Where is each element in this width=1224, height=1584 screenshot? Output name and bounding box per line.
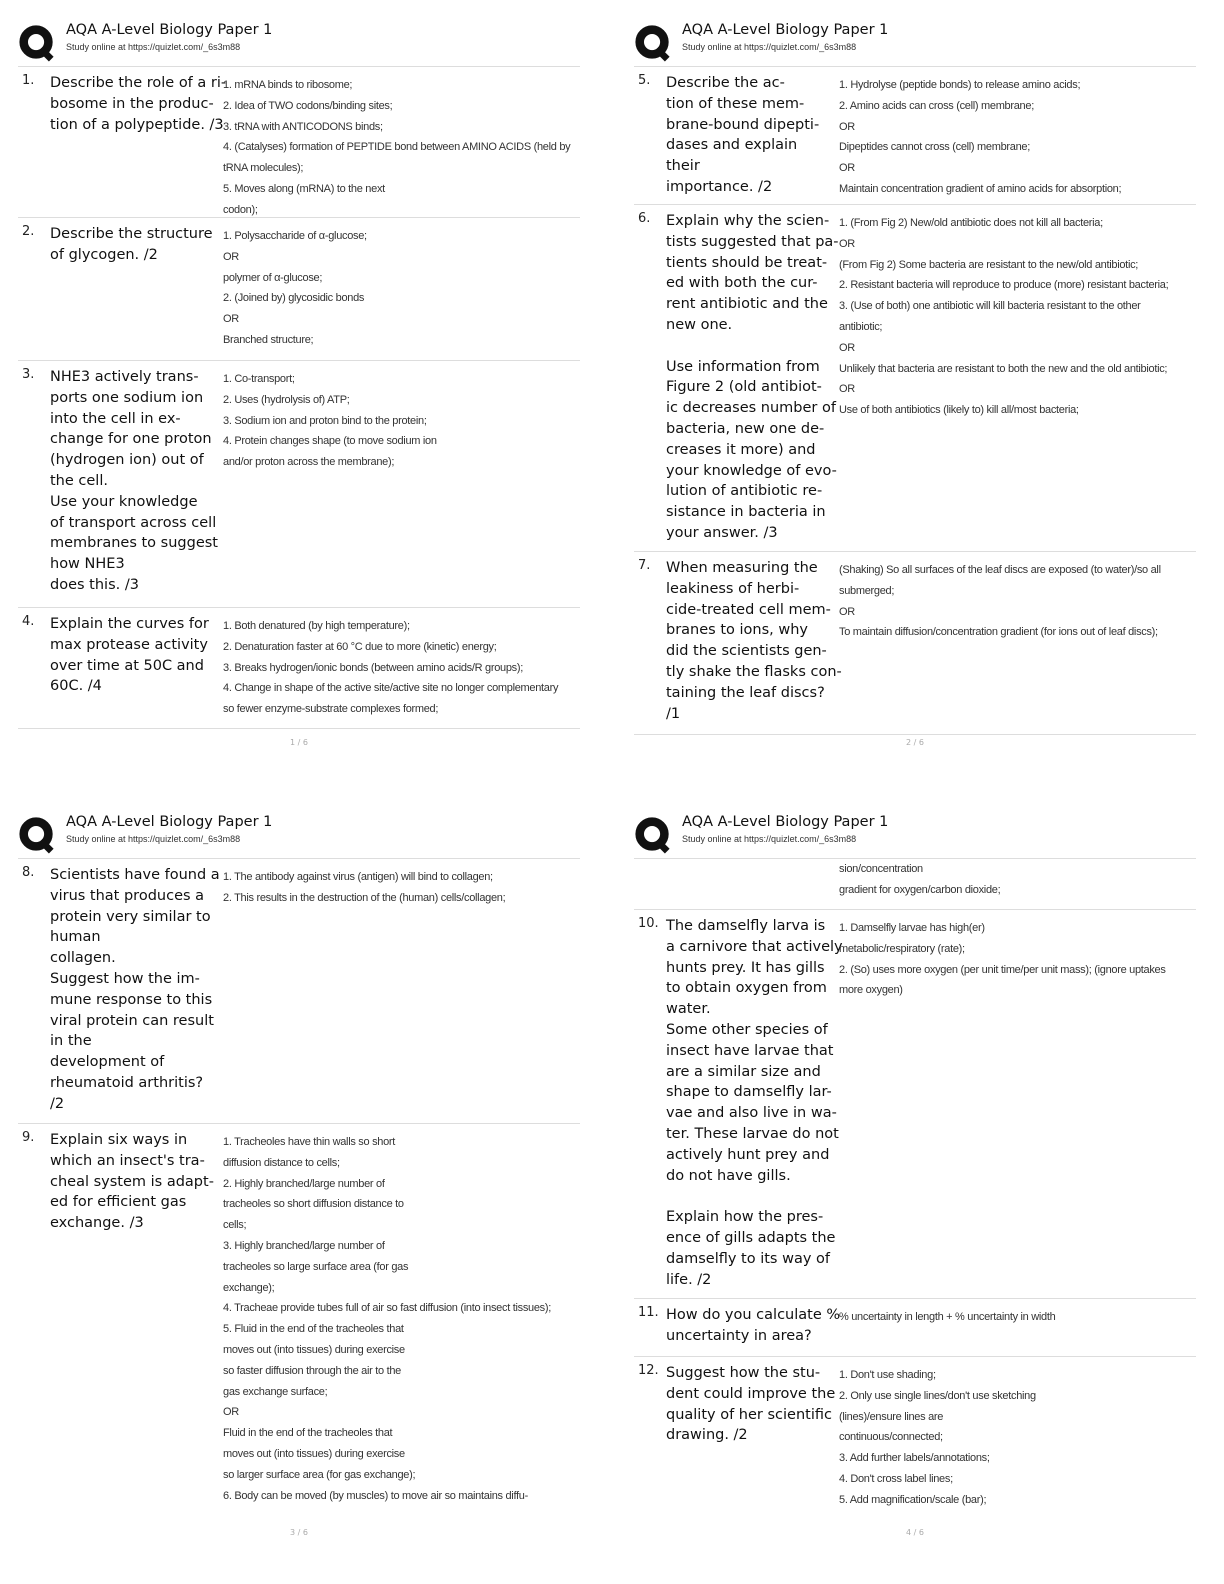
- card-question: How do you calculate % uncertainty in area?: [666, 1307, 841, 1344]
- flashcard-12: [634, 1357, 1196, 1507]
- card-number: 8.: [22, 865, 35, 880]
- card-number: 3.: [22, 367, 35, 382]
- page-number: 3 / 6: [290, 1528, 308, 1537]
- card-number: 6.: [638, 211, 651, 226]
- quizlet-logo-icon: [634, 24, 672, 62]
- doc-subtitle: Study online at https://quizlet.com/_6s3m88: [682, 834, 857, 844]
- carryover-answer: [634, 859, 1196, 910]
- card-number: 4.: [22, 614, 35, 629]
- page-number: 1 / 6: [290, 738, 308, 747]
- card-answer: 1. (From Fig 2) New/old antibiotic does not kill all bacteria; OR (From Fig 2) Some bacteria are resistant to the new/old antibiotic; 2. Resistant bacteria will reproduce to produce (more) resistant bacteria; 3. (Use of both) one antibiotic will kill bacteria resistant to the other antibiotic; OR Unlikely that bacteria are resistant to both the new and the old antibiotic; OR Use of both antibiotics (likely to) kill all/most bacteria;: [839, 217, 1169, 417]
- doc-title: AQA A-Level Biology Paper 1: [66, 814, 273, 830]
- quizlet-logo-icon: [634, 816, 672, 854]
- card-question: Describe the ac- tion of these mem- brane-bound dipepti- dases and explain their importance. /2: [666, 75, 820, 195]
- page-header: [18, 20, 580, 64]
- quizlet-logo-icon: [18, 816, 56, 854]
- doc-title: AQA A-Level Biology Paper 1: [66, 22, 273, 38]
- page-1: [18, 20, 580, 747]
- page-number: 4 / 6: [906, 1528, 924, 1537]
- card-number: 12.: [638, 1363, 659, 1378]
- card-number: 11.: [638, 1305, 659, 1320]
- card-question: Scientists have found a virus that produces a protein very similar to human collagen. Suggest how the im- mune response to this viral protein can result in the development of rheumatoid arthritis? /2: [50, 867, 220, 1112]
- card-answer: 1. Co-transport; 2. Uses (hydrolysis of) ATP; 3. Sodium ion and proton bind to the protein; 4. Protein changes shape (to move sodium ion and/or proton across the membrane);: [223, 373, 437, 469]
- flashcard-8: [18, 859, 580, 1124]
- card-answer-continued: sion/concentration gradient for oxygen/carbon dioxide;: [839, 863, 1001, 896]
- flashcard-6: [634, 205, 1196, 552]
- flashcard-7: [634, 552, 1196, 735]
- page-3: [18, 812, 580, 1537]
- doc-title: AQA A-Level Biology Paper 1: [682, 814, 889, 830]
- doc-subtitle: Study online at https://quizlet.com/_6s3m88: [66, 42, 241, 52]
- card-number: 5.: [638, 73, 651, 88]
- card-answer: 1. Both denatured (by high temperature); 2. Denaturation faster at 60 °C due to more (kinetic) energy; 3. Breaks hydrogen/ionic bonds (between amino acids/R groups); 4. Change in shape of the active site/active site no longer complementary so fewer enzyme-substrate complexes formed;: [223, 620, 559, 716]
- flashcard-4: [18, 608, 580, 729]
- card-question: Suggest how the stu- dent could improve the quality of her scientific drawing. /2: [666, 1365, 836, 1444]
- card-question: Describe the structure of glycogen. /2: [50, 226, 213, 263]
- page-header: [634, 20, 1196, 64]
- page-header: [18, 812, 580, 856]
- card-number: 1.: [22, 73, 35, 88]
- flashcard-10: [634, 910, 1196, 1299]
- doc-subtitle: Study online at https://quizlet.com/_6s3m88: [66, 834, 241, 844]
- card-answer: 1. Hydrolyse (peptide bonds) to release amino acids; 2. Amino acids can cross (cell) membrane; OR Dipeptides cannot cross (cell) membrane; OR Maintain concentration gradient of amino acids for absorption;: [839, 79, 1122, 195]
- flashcard-1: [18, 67, 580, 218]
- quizlet-logo-icon: [18, 24, 56, 62]
- flashcard-2: [18, 218, 580, 361]
- card-answer: 1. Don't use shading; 2. Only use single lines/don't use sketching (lines)/ensure lines are continuous/connected; 3. Add further labels/annotations; 4. Don't cross label lines; 5. Add magnification/scale (bar);: [839, 1369, 1036, 1506]
- flashcard-5: [634, 67, 1196, 205]
- card-question: The damselfly larva is a carnivore that actively hunts prey. It has gills to obtain oxygen from water. Some other species of insect have larvae that are a similar size and shape to damselfly lar- vae and also live in wa- ter. These larvae do not actively hunt prey and do not have gills. Explain how the pres- ence of gills adapts the damselfly to its way of life. /2: [666, 918, 843, 1288]
- card-question: Explain six ways in which an insect's tra- cheal system is adapt- ed for efficient gas exchange. /3: [50, 1132, 214, 1232]
- card-question: Explain why the scien- tists suggested that pa- tients should be treat- ed with both the cur- rent antibiotic and the new one. Use information from Figure 2 (old antibiot- ic decreases number of bacteria, new one de- creases it more) and your knowledge of evo- lution of antibiotic re- sistance in bacteria in your answer. /3: [666, 213, 839, 541]
- card-number: 9.: [22, 1130, 35, 1145]
- flashcard-11: [634, 1299, 1196, 1357]
- card-answer: 1. Damselfly larvae has high(er) metabolic/respiratory (rate); 2. (So) uses more oxygen (per unit time/per unit mass); (ignore uptakes more oxygen): [839, 922, 1166, 997]
- page-number: 2 / 6: [906, 738, 924, 747]
- doc-subtitle: Study online at https://quizlet.com/_6s3m88: [682, 42, 857, 52]
- card-number: 2.: [22, 224, 35, 239]
- card-number: 10.: [638, 916, 659, 931]
- card-question: When measuring the leakiness of herbi- cide-treated cell mem- branes to ions, why did the scientists gen- tly shake the flasks con- taining the leaf discs? /1: [666, 560, 842, 722]
- card-question: NHE3 actively trans- ports one sodium ion into the cell in ex- change for one proton (hydrogen ion) out of the cell. Use your knowledge of transport across cell membranes to suggest how NHE3 does this. /3: [50, 369, 218, 593]
- card-answer: 1. mRNA binds to ribosome; 2. Idea of TWO codons/binding sites; 3. tRNA with ANTICODONS binds; 4. (Catalyses) formation of PEPTIDE bond between AMINO ACIDS (held by tRNA molecules); 5. Moves along (mRNA) to the next codon);: [223, 79, 571, 216]
- card-number: 7.: [638, 558, 651, 573]
- page-4: [634, 812, 1196, 1537]
- card-answer: (Shaking) So all surfaces of the leaf discs are exposed (to water)/so all submerged; OR To maintain diffusion/concentration gradient (for ions out of leaf discs);: [839, 564, 1161, 639]
- card-answer: 1. Polysaccharide of α-glucose; OR polymer of α-glucose; 2. (Joined by) glycosidic bonds OR Branched structure;: [223, 230, 367, 346]
- card-answer: 1. The antibody against virus (antigen) will bind to collagen; 2. This results in the destruction of the (human) cells/collagen;: [223, 871, 506, 904]
- page-2: [634, 20, 1196, 747]
- card-answer: % uncertainty in length + % uncertainty in width: [839, 1311, 1056, 1323]
- card-question: Explain the curves for max protease activity over time at 50C and 60C. /4: [50, 616, 209, 695]
- page-header: [634, 812, 1196, 856]
- flashcard-3: [18, 361, 580, 608]
- flashcard-9: [18, 1124, 580, 1524]
- card-answer: 1. Tracheoles have thin walls so short diffusion distance to cells; 2. Highly branched/large number of tracheoles so short diffusion distance to cells; 3. Highly branched/large number of tracheoles so large surface area (for gas exchange); 4. Tracheae provide tubes full of air so fast diffusion (into insect tissues); 5. Fluid in the end of the tracheoles that moves out (into tissues) during exercise so faster diffusion through the air to the gas exchange surface; OR Fluid in the end of the tracheoles that moves out (into tissues) during exercise so larger surface area (for gas exchange); 6. Body can be moved (by muscles) to move air so maintains diffu-: [223, 1136, 551, 1502]
- card-question: Describe the role of a ri- bosome in the produc- tion of a polypeptide. /3: [50, 75, 227, 133]
- doc-title: AQA A-Level Biology Paper 1: [682, 22, 889, 38]
